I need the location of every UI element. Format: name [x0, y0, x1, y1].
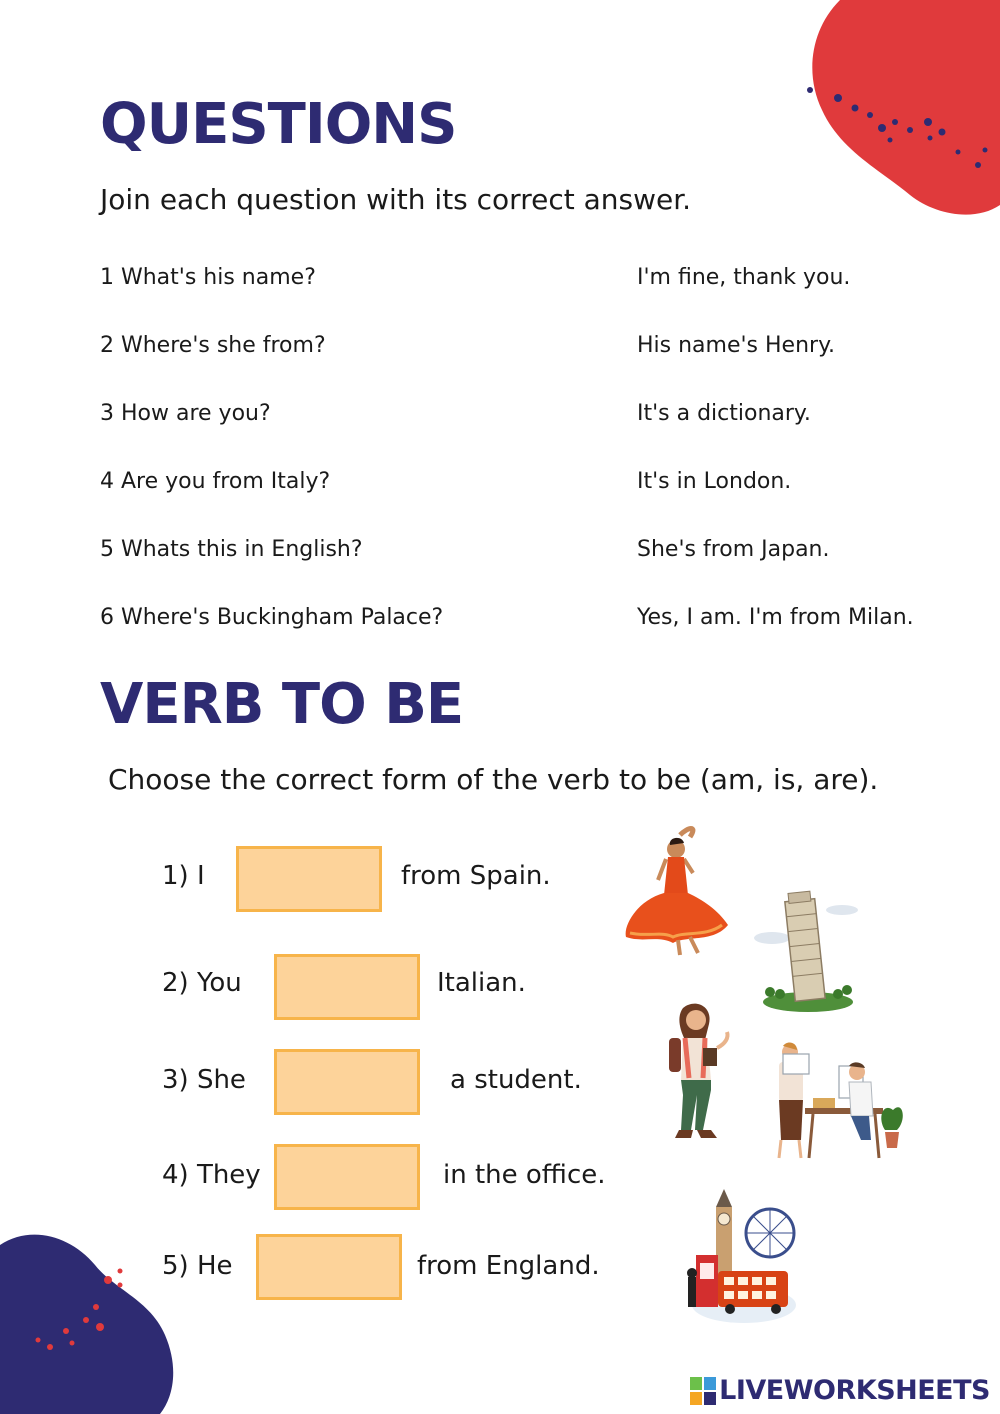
question-item: 5 Whats this in English?	[100, 537, 363, 562]
office-workers-icon	[765, 1040, 910, 1165]
question-item: 1 What's his name?	[100, 265, 316, 290]
question-item: 4 Are you from Italy?	[100, 469, 331, 494]
question-item: 6 Where's Buckingham Palace?	[100, 605, 444, 630]
sentence-prefix: 1) I	[162, 861, 205, 891]
answer-item[interactable]: She's from Japan.	[637, 537, 830, 562]
answer-box-4[interactable]	[274, 1144, 420, 1210]
sentence-suffix: in the office.	[443, 1160, 606, 1190]
flamenco-dancer-icon	[618, 825, 733, 960]
sentence-prefix: 4) They	[162, 1160, 261, 1190]
liveworksheets-logo	[690, 1375, 990, 1406]
answer-box-2[interactable]	[274, 954, 420, 1020]
sentence-suffix: from Spain.	[401, 861, 551, 891]
blue-blob-decoration	[0, 1225, 180, 1414]
sentence-prefix: 5) He	[162, 1251, 233, 1281]
sentence-prefix: 2) You	[162, 968, 242, 998]
question-item: 3 How are you?	[100, 401, 271, 426]
sentence-suffix: from England.	[417, 1251, 600, 1281]
liveworksheets-text: LIVEWORKSHEETS	[719, 1375, 990, 1406]
answer-box-1[interactable]	[236, 846, 382, 912]
verb-to-be-title: VERB TO BE	[100, 672, 464, 737]
questions-instruction: Join each question with its correct answer.	[100, 183, 692, 216]
red-blob-decoration	[800, 0, 1000, 220]
questions-title: QUESTIONS	[100, 92, 457, 157]
answer-item[interactable]: I'm fine, thank you.	[637, 265, 851, 290]
london-landmarks-icon	[682, 1185, 807, 1330]
sentence-suffix: Italian.	[437, 968, 526, 998]
answer-item[interactable]: Yes, I am. I'm from Milan.	[637, 605, 914, 630]
answer-item[interactable]: His name's Henry.	[637, 333, 835, 358]
answer-box-5[interactable]	[256, 1234, 402, 1300]
answer-item[interactable]: It's in London.	[637, 469, 792, 494]
sentence-suffix: a student.	[450, 1065, 582, 1095]
liveworksheets-logo-icon	[690, 1377, 716, 1405]
student-girl-icon	[655, 1000, 735, 1145]
verb-to-be-instruction: Choose the correct form of the verb to be (am, is, are).	[108, 763, 879, 796]
question-item: 2 Where's she from?	[100, 333, 326, 358]
leaning-tower-pisa-icon	[750, 890, 865, 1015]
answer-box-3[interactable]	[274, 1049, 420, 1115]
answer-item[interactable]: It's a dictionary.	[637, 401, 811, 426]
sentence-prefix: 3) She	[162, 1065, 246, 1095]
